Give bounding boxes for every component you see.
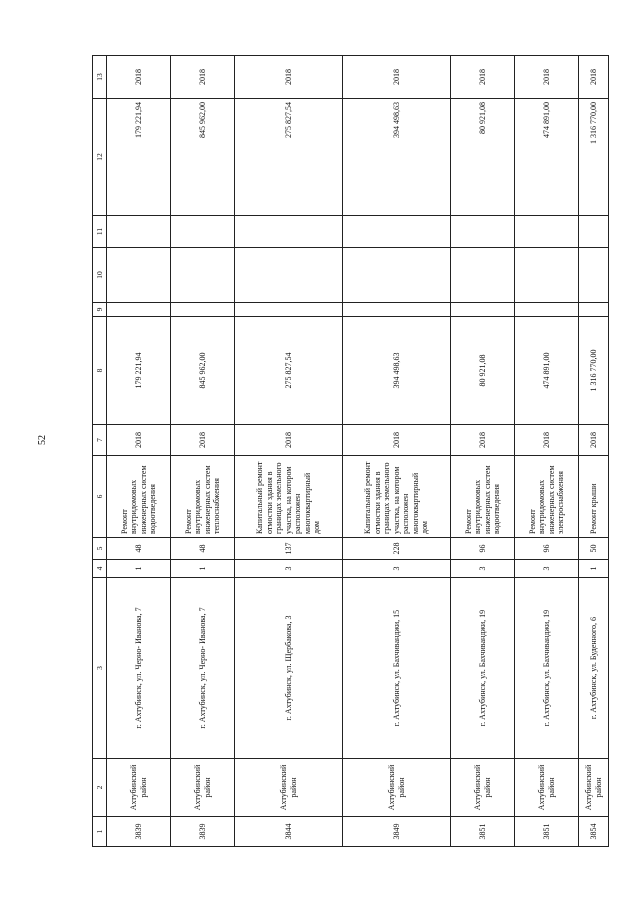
cell-9	[579, 303, 609, 317]
cost: 80 921,08	[451, 317, 515, 425]
total-cost: 845 962,00	[171, 99, 235, 216]
address: г. Ахтубинск, ул. Бахчиванджи, 19	[515, 578, 579, 759]
cell-5: 137	[235, 538, 343, 560]
total-cost: 1 316 770,00	[579, 99, 609, 216]
work-type: Капитальный ремонт отмостки здания в границах земельного участка, на котором расположен многоквартирный дом	[343, 456, 451, 538]
column-number: 6	[93, 456, 107, 538]
year: 2018	[171, 425, 235, 456]
completion-year: 2018	[235, 56, 343, 99]
completion-year: 2018	[451, 56, 515, 99]
cost: 275 827,54	[235, 317, 343, 425]
cell-4: 3	[235, 560, 343, 578]
total-cost: 394 498,63	[343, 99, 451, 216]
table-row	[171, 56, 235, 847]
cell-4: 3	[451, 560, 515, 578]
cell-5: 50	[579, 538, 609, 560]
cell-5: 96	[451, 538, 515, 560]
column-number: 10	[93, 248, 107, 303]
address: г. Ахтубинск, ул. Бахчиванджи, 19	[451, 578, 515, 759]
completion-year: 2018	[579, 56, 609, 99]
cell-11	[235, 216, 343, 248]
cell-5: 228	[343, 538, 451, 560]
cell-11	[107, 216, 171, 248]
work-type: Ремонт внутридомовых инженерных систем теплоснабжения	[171, 456, 235, 538]
year: 2018	[451, 425, 515, 456]
table-row	[107, 56, 171, 847]
column-number: 5	[93, 538, 107, 560]
cell-5: 48	[171, 538, 235, 560]
district: Ахтубинский район	[579, 759, 609, 817]
cell-4: 1	[171, 560, 235, 578]
cell-10	[343, 248, 451, 303]
work-type: Ремонт внутридомовых инженерных систем водоотведения	[451, 456, 515, 538]
completion-year: 2018	[107, 56, 171, 99]
completion-year: 2018	[343, 56, 451, 99]
cell-10	[107, 248, 171, 303]
cell-10	[451, 248, 515, 303]
cell-9	[451, 303, 515, 317]
completion-year: 2018	[171, 56, 235, 99]
page-number: 52	[37, 435, 48, 445]
cell-9	[343, 303, 451, 317]
repair-program-table	[92, 55, 609, 847]
cell-11	[515, 216, 579, 248]
address: г. Ахтубинск, ул. Щербакова, 3	[235, 578, 343, 759]
table-row	[451, 56, 515, 847]
cell-5: 48	[107, 538, 171, 560]
cell-10	[171, 248, 235, 303]
address: г. Ахтубинск, ул. Бахчиванджи, 15	[343, 578, 451, 759]
year: 2018	[235, 425, 343, 456]
column-number: 2	[93, 759, 107, 817]
cell-10	[235, 248, 343, 303]
object-id: 3851	[451, 817, 515, 847]
object-id: 3849	[343, 817, 451, 847]
work-type: Капитальный ремонт отмостки здания в границах земельного участка, на котором расположен многоквартирный дом	[235, 456, 343, 538]
work-type: Ремонт внутридомовых инженерных систем электроснабжения	[515, 456, 579, 538]
cell-9	[235, 303, 343, 317]
column-number: 12	[93, 99, 107, 216]
year: 2018	[343, 425, 451, 456]
work-type: Ремонт внутридомовых инженерных систем водоотведения	[107, 456, 171, 538]
address: г. Ахтубинск, ул. Черно- Иванова, 7	[171, 578, 235, 759]
column-number: 9	[93, 303, 107, 317]
address: г. Ахтубинск, ул. Буденного, 6	[579, 578, 609, 759]
column-number: 11	[93, 216, 107, 248]
address: г. Ахтубинск, ул. Черно- Иванова, 7	[107, 578, 171, 759]
cell-4: 1	[579, 560, 609, 578]
total-cost: 275 827,54	[235, 99, 343, 216]
cost: 474 891,00	[515, 317, 579, 425]
cost: 1 316 770,00	[579, 317, 609, 425]
cell-9	[515, 303, 579, 317]
object-id: 3844	[235, 817, 343, 847]
year: 2018	[515, 425, 579, 456]
cell-4: 3	[515, 560, 579, 578]
cell-5: 96	[515, 538, 579, 560]
cell-10	[579, 248, 609, 303]
completion-year: 2018	[515, 56, 579, 99]
column-number: 1	[93, 817, 107, 847]
cost: 845 962,00	[171, 317, 235, 425]
district: Ахтубинский район	[171, 759, 235, 817]
column-number: 13	[93, 56, 107, 99]
total-cost: 80 921,08	[451, 99, 515, 216]
cell-10	[515, 248, 579, 303]
year: 2018	[107, 425, 171, 456]
table-row	[515, 56, 579, 847]
object-id: 3854	[579, 817, 609, 847]
column-number: 7	[93, 425, 107, 456]
table-row	[343, 56, 451, 847]
district: Ахтубинский район	[451, 759, 515, 817]
cell-9	[107, 303, 171, 317]
rotated-table-container	[92, 56, 609, 847]
object-id: 3839	[107, 817, 171, 847]
column-number-row	[93, 56, 107, 847]
column-number: 8	[93, 317, 107, 425]
object-id: 3839	[171, 817, 235, 847]
cell-9	[171, 303, 235, 317]
work-type: Ремонт крыши	[579, 456, 609, 538]
district: Ахтубинский район	[235, 759, 343, 817]
cell-4: 3	[343, 560, 451, 578]
cell-11	[451, 216, 515, 248]
object-id: 3851	[515, 817, 579, 847]
district: Ахтубинский район	[107, 759, 171, 817]
year: 2018	[579, 425, 609, 456]
cell-11	[171, 216, 235, 248]
total-cost: 179 221,94	[107, 99, 171, 216]
table-row	[579, 56, 609, 847]
district: Ахтубинский район	[515, 759, 579, 817]
cost: 179 221,94	[107, 317, 171, 425]
district: Ахтубинский район	[343, 759, 451, 817]
cost: 394 498,63	[343, 317, 451, 425]
cell-11	[579, 216, 609, 248]
total-cost: 474 891,00	[515, 99, 579, 216]
table-row	[235, 56, 343, 847]
column-number: 4	[93, 560, 107, 578]
cell-4: 1	[107, 560, 171, 578]
column-number: 3	[93, 578, 107, 759]
cell-11	[343, 216, 451, 248]
